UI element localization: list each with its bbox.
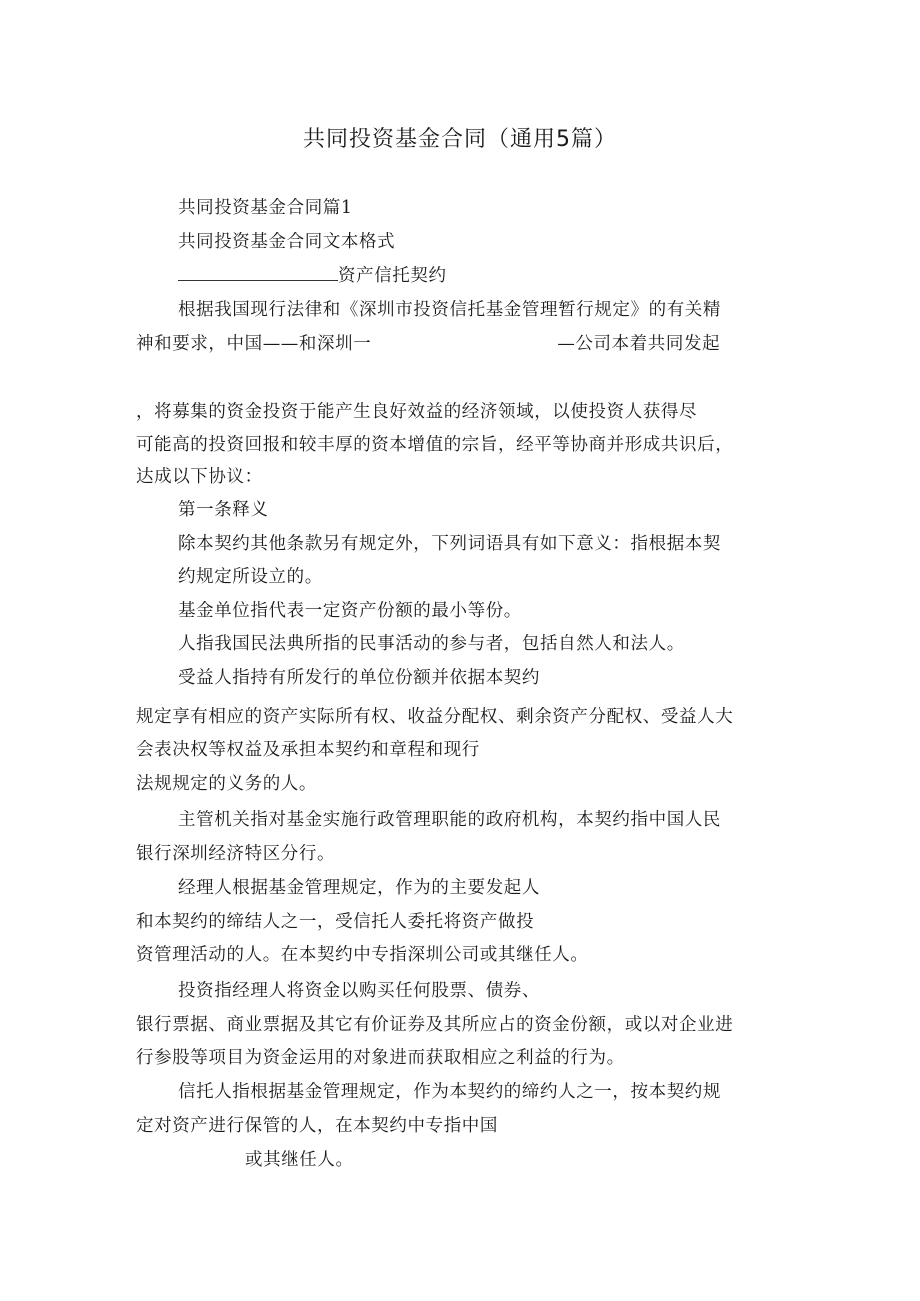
text-line: 规定享有相应的资产实际所有权、收益分配权、剩余资产分配权、受益人大 — [136, 707, 734, 727]
text-line: 会表决权等权益及承担本契约和章程和现行 — [136, 740, 480, 760]
text-line: 银行深圳经济特区分行。 — [136, 844, 336, 864]
text-line: 基金单位指代表一定资产份额的最小等份。 — [178, 601, 522, 621]
text-line: 约规定所设立的。 — [178, 567, 323, 587]
text-line: ，将募集的资金投资于能产生良好效益的经济领域，以使投资人获得尽 — [136, 402, 698, 422]
text-line: 定对资产进行保管的人，在本契约中专指中国 — [136, 1116, 498, 1136]
text-line: 受益人指持有所发行的单位份额并依据本契约 — [178, 668, 540, 688]
text-line: 可能高的投资回报和较丰厚的资本增值的宗旨，经平等协商并形成共识后， — [136, 435, 734, 455]
article-heading: 第一条释义 — [178, 500, 269, 520]
text-fragment: 神和要求，中国——和深圳一 — [136, 334, 372, 354]
text-line: 经理人根据基金管理规定，作为的主要发起人 — [178, 878, 540, 898]
text-fragment: 资产信托契约 — [338, 266, 447, 286]
text-line: 达成以下协议： — [136, 467, 263, 487]
text-line — [136, 332, 720, 356]
text-line: 信托人指根据基金管理规定，作为本契约的缔约人之一，按本契约规 — [178, 1082, 721, 1102]
blank-underline — [178, 264, 338, 281]
text-line: 人指我国民法典所指的民事活动的参与者，包括自然人和法人。 — [178, 634, 685, 654]
text-line: 共同投资基金合同文本格式 — [178, 232, 396, 252]
contract-name-line — [178, 264, 447, 288]
text-line: 根据我国现行法律和《深圳市投资信托基金管理暂行规定》的有关精 — [178, 300, 721, 320]
text-line: 行参股等项目为资金运用的对象进而获取相应之利益的行为。 — [136, 1048, 625, 1068]
text-line: 主管机关指对基金实施行政管理职能的政府机构，本契约指中国人民 — [178, 810, 721, 830]
document-title: 共同投资基金合同（通用5篇） — [303, 127, 617, 152]
text-line: 和本契约的缔结人之一，受信托人委托将资产做投 — [136, 912, 535, 932]
text-line: 除本契约其他条款另有规定外，下列词语具有如下意义：指根据本契 — [178, 534, 721, 554]
text-line: 银行票据、商业票据及其它有价证券及其所应占的资金份额，或以对企业进 — [136, 1015, 734, 1035]
text-fragment: —公司本着共同发起 — [557, 334, 721, 354]
text-line: 或其继任人。 — [245, 1150, 354, 1170]
text-line: 法规规定的义务的人。 — [136, 774, 317, 794]
section-heading: 共同投资基金合同篇1 — [178, 198, 353, 218]
text-line: 投资指经理人将资金以购买任何股票、债券、 — [178, 981, 540, 1001]
text-line: 资管理活动的人。在本契约中专指深圳公司或其继任人。 — [136, 945, 589, 965]
